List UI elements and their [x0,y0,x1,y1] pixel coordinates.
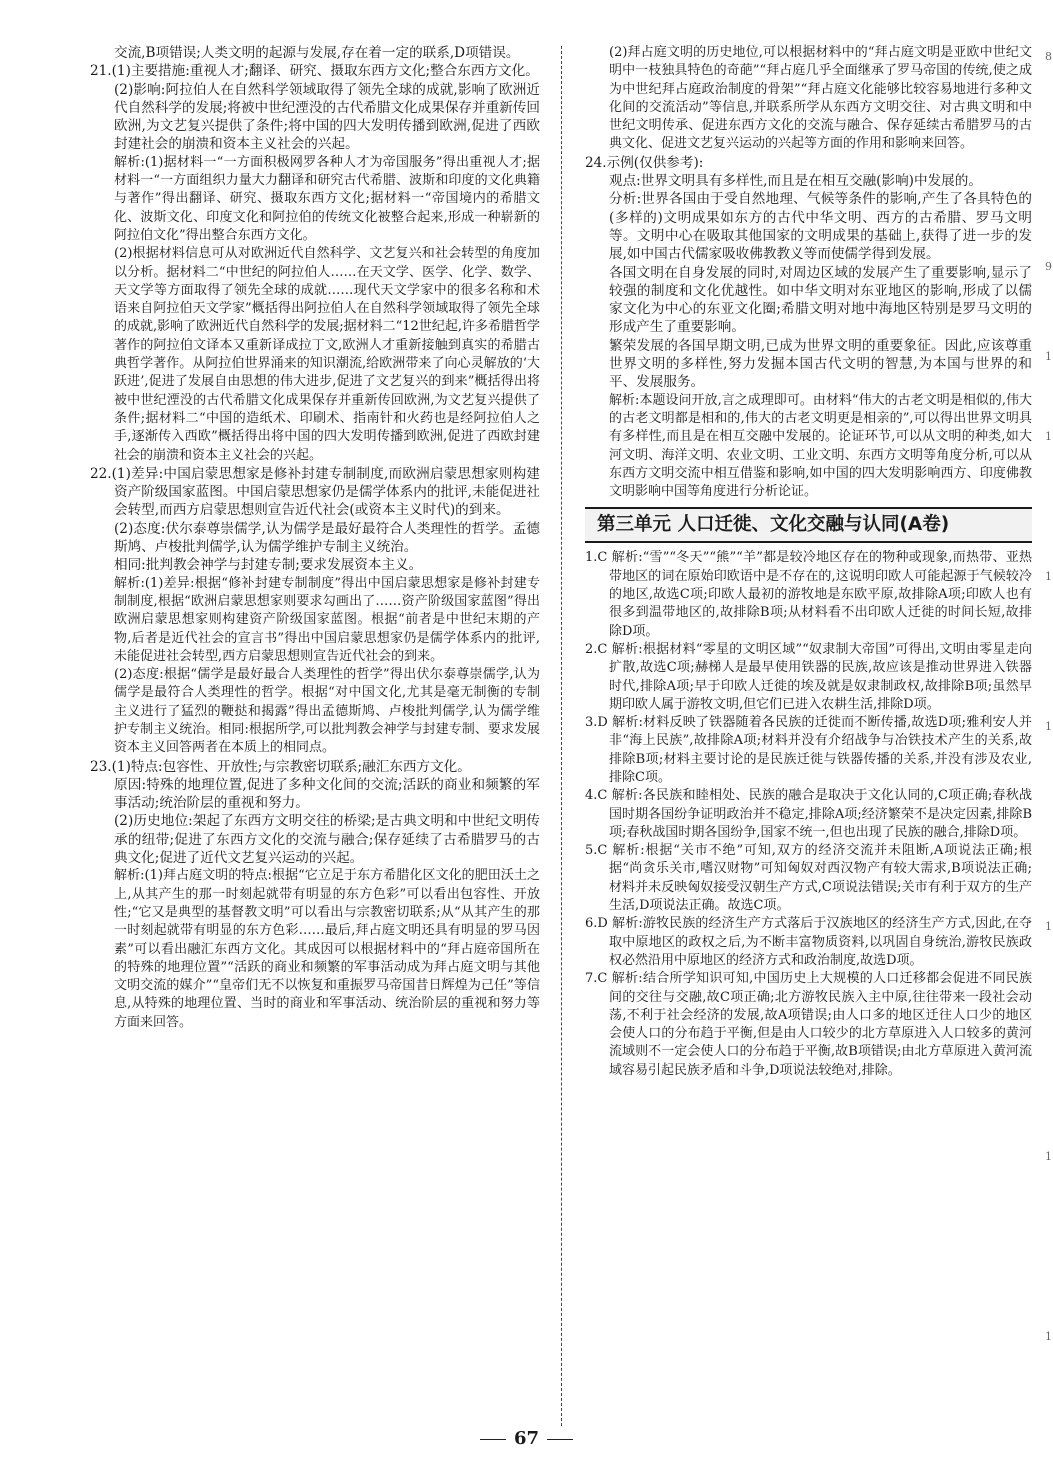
right-column [585,44,1032,1080]
analysis-23-2: (2)拜占庭文明的历史地位,可以根据材料中的“拜占庭文明是亚欧中世纪文明中一枝独具特色的奇葩”“拜占庭几乎全面继承了罗马帝国的传统,使之成为中世纪拜占庭政治制度的骨架”“拜占庭文化能够比较容易地进行多种文化间的交流活动”等信息,并联系所学从东西方文明交往、对古典文明和中世纪文明传承、促进东西方文化的交流与融合、保存延续古希腊罗马的古典文化、促进文艺复兴运动的兴起等方面的作用和影响来回答。 [609,45,1032,152]
answer-22-1: 22.(1)差异:中国启蒙思想家是修补封建专制制度,而欧洲启蒙思想家则构建资产阶级国家蓝图。中国启蒙思想家仍是儒学体系内的批评,未能促进社会转型,而西方启蒙思想则宣告近代社会(或资本主义时代)的到来。 [90,465,540,519]
answer-21-2: (2)影响:阿拉伯人在自然科学领域取得了领先全球的成就,影响了欧洲近代自然科学的发展;将被中世纪湮没的古代希腊文化成果保存并重新传回欧洲,为文艺复兴提供了条件;将中国的四大发明传播到欧洲,促进了西欧封建社会的崩溃和资本主义社会的兴起。 [114,81,540,153]
answer-24-conclusion: 繁荣发展的各国早期文明,已成为世界文明的重要象征。因此,应该尊重世界文明的多样性,努力发掘本国古代文明的智慧,为本国与世界的和平、发展服务。 [609,337,1032,391]
answer-24-analysis: 分析:世界各国由于受自然地理、气候等条件的影响,产生了各具特色的(多样的)文明成果如东方的古代中华文明、西方的古希腊、罗马文明等。文明中心在吸取其他国家的文明成果的基础上,获得了进一步的发展,如中国古代儒家吸收佛教教义等而使儒学得到发展。 [609,191,1032,263]
answer-24-heading: 24.示例(仅供参考): [585,154,704,171]
edge-mark: 1 [1045,1330,1052,1343]
answer-22-common: 相同:批判教会神学与封建专制;要求发展资本主义。 [114,557,423,574]
answer-6: 6.D 解析:游牧民族的经济生产方式落后于汉族地区的经济生产方式,因此,在夺取中原地区的政权之后,为不断丰富物质资料,以巩固自身统治,游牧民族政权必然沿用中原地区的经济方式和政治制度,故选D项。 [585,916,1032,968]
edge-mark: 1 [1045,350,1052,363]
analysis-22-2: (2)态度:根据“儒学是最好最合人类理性的哲学”得出伏尔泰尊崇儒学,认为儒学是最符合人类理性的哲学。根据“对中国文化,尤其是毫无制衡的专制主义进行了猛烈的鞭挞和揭露”得出孟德斯鸠、卢梭批判儒学,认为儒学维护专制主义统治。相同:根据所学,可以批判教会神学与封建专制、要求发展资本主义回答两者在本质上的相同点。 [114,667,540,756]
answer-24-view: 观点:世界文明具有多样性,而且是在相互交融(影响)中发展的。 [609,173,982,190]
page-edge-marks [1041,40,1053,1420]
page-number-rule-right [547,1439,573,1440]
answer-1: 1.C 解析:“雪”“冬天”“熊”“羊”都是较冷地区存在的物种或现象,而热带、亚热带地区的词在原始印欧语中是不存在的,这说明印欧人可能起源于气候较冷的地区,故选C项;印欧人最初的游牧地是东欧平原,故排除A项;印欧人也有很多到温带地区的,故排除B项;从材料看不出印欧人迁徙的时间长短,故排除D项。 [585,550,1032,639]
answer-23-reason: 原因:特殊的地理位置,促进了多种文化间的交流;活跃的商业和频繁的军事活动;统治阶层的重视和努力。 [114,776,540,812]
page-number-text: 67 [513,1428,540,1449]
answer-24-influence: 各国文明在自身发展的同时,对周边区域的发展产生了重要影响,显示了较强的制度和文化优越性。如中华文明对东亚地区的影响,形成了以儒家文化为中心的东亚文化圈;希腊文明对地中海地区特别是罗马文明的形成产生了重要影响。 [609,264,1032,336]
edge-mark: 1 [1045,1150,1052,1163]
page-number-rule-left [480,1439,506,1440]
edge-mark: 1 [1045,570,1052,583]
analysis-21-1: 解析:(1)据材料一“一方面积极网罗各种人才为帝国服务”得出重视人才;据材料一“一方面组织力量大力翻译和研究古代希腊、波斯和印度的文化典籍与著作”得出翻译、研究、摄取东西方文化;据材料一“帝国境内的希腊文化、波斯文化、印度文化和阿拉伯的传统文化被整合起来,形成一种崭新的阿拉伯文化”得出整合东西方文化。 [114,154,540,243]
answer-5: 5.C 解析:根据“关市不绝”可知,双方的经济交流并未阻断,A项说法正确;根据“尚贪乐关市,嗜汉财物”可知匈奴对西汉物产有较大需求,B项说法正确;材料并未反映匈奴接受汉朝生产方式,C项说法错误;关市有利于双方的生产生活,D项说法正确。故选C项。 [585,843,1032,914]
page-number [0,1428,1053,1449]
answer-23-1: 23.(1)特点:包容性、开放性;与宗教密切联系;融汇东西方文化。 [90,758,471,775]
edge-mark: 1 [1045,920,1052,933]
answer-3: 3.D 解析:材料反映了铁器随着各民族的迁徙而不断传播,故选D项;雅利安人并非“海上民族”,故排除A项;材料并没有介绍战争与冶铁技术产生的关系,故排除B项;材料主要讨论的是民族迁徙与铁器传播的关系,并没有涉及农业,排除C项。 [585,715,1032,785]
answer-22-2: (2)态度:伏尔泰尊崇儒学,认为儒学是最好最符合人类理性的哲学。孟德斯鸠、卢梭批判儒学,认为儒学维护专制主义统治。 [114,520,540,556]
answer-23-2: (2)历史地位:架起了东西方文明交往的桥梁;是古典文明和中世纪文明传承的纽带;促进了东西方文化的交流与融合;保存延续了古希腊罗马的古典文化;促进了近代文艺复兴运动的兴起。 [114,813,540,867]
analysis-21-2: (2)根据材料信息可从对欧洲近代自然科学、文艺复兴和社会转型的角度加以分析。据材料二“中世纪的阿拉伯人……在天文学、医学、化学、数学、天文学等方面取得了领先全球的成就……现代天文学家中的很多名称和术语来自阿拉伯天文学家”概括得出阿拉伯人在自然科学领域取得了领先全球的成就,影响了欧洲近代自然科学的发展;据材料二“12世纪起,许多希腊哲学著作的阿拉伯文译本又重新译成拉丁文,欧洲人才重新接触到真实的希腊古典哲学著作。从阿拉伯世界涌来的知识潮流,给欧洲带来了向心灵解放的‘大跃进’,促进了发展自由思想的伟大进步,促进了文艺复兴的到来”概括得出将被中世纪湮没的古代希腊文化成果保存并重新传回欧洲,为文艺复兴提供了条件;据材料二“中国的造纸术、印刷术、指南针和火药也是经阿拉伯人之手,逐渐传入西欧”概括得出将中国的四大发明传播到欧洲,促进了西欧封建社会的崩溃和资本主义社会的兴起。 [114,246,540,463]
answer-21-1: 21.(1)主要措施:重视人才;翻译、研究、摄取东西方文化;整合东西方文化。 [90,63,539,80]
edge-mark: 1 [1045,720,1052,733]
edge-mark: 1 [1045,430,1052,443]
analysis-22-1: 解析:(1)差异:根据“修补封建专制制度”得出中国启蒙思想家是修补封建专制制度,根据“欧洲启蒙思想家则要求勾画出了……资产阶级国家蓝图”得出欧洲启蒙思想家则构建资产阶级国家蓝图。根据“前者是中世纪末期的产物,后者是近代社会的宣言书”得出中国启蒙思想家仍是儒学体系内的批评,未能促进社会转型,西方启蒙思想则宣告近代社会的到来。 [114,575,540,664]
paragraph: 交流,B项错误;人类文明的起源与发展,存在着一定的联系,D项错误。 [114,45,520,61]
edge-mark: 8 [1045,50,1052,63]
unit-title: 第三单元 人口迁徙、文化交融与认同(A卷) [585,507,1032,543]
left-column [90,44,540,1032]
analysis-24: 解析:本题设问开放,言之成理即可。由材料“伟大的古老文明是相似的,伟大的古老文明都是相和的,伟大的古老文明更是相亲的”,可以得出世界文明具有多样性,而且是在相互交融中发展的。论证环节,可以从文明的种类,如大河文明、海洋文明、农业文明、工业文明、东西方文明等角度分析,可以从东西方文明交流中相互借鉴和影响,如中国的四大发明影响西方、印度佛教文明影响中国等角度进行分析论证。 [609,392,1032,500]
column-divider [561,46,562,1426]
answer-4: 4.C 解析:各民族和睦相处、民族的融合是取决于文化认同的,C项正确;春秋战国时期各国纷争证明政治并不稳定,排除A项;经济繁荣不是决定因素,排除B项;春秋战国时期各国纷争,国家不统一,但也出现了民族的融合,排除D项。 [585,788,1032,840]
answer-7: 7.C 解析:结合所学知识可知,中国历史上大规模的人口迁移都会促进不同民族间的交往与交融,故C项正确;北方游牧民族入主中原,往往带来一段社会动荡,不利于社会经济的发展,故A项错误;由人口多的地区迁往人口少的地区会使人口的分布趋于平衡,但是由人口较少的北方草原进入人口较多的黄河流域则不一定会使人口的分布趋于平衡,故B项错误;由北方草原进入黄河流域容易引起民族矛盾和斗争,D项说法较绝对,排除。 [585,971,1032,1078]
answer-2: 2.C 解析:根据材料“零星的文明区域”“奴隶制大帝国”可得出,文明由零星走向扩散,故选C项;赫梯人是最早使用铁器的民族,故应该是推动世界进入铁器时代,排除A项;早于印欧人迁徙的埃及就是奴隶制政权,故排除B项;虽然早期印欧人属于游牧文明,但它们已进入农耕生活,排除D项。 [585,641,1032,712]
analysis-23-1: 解析:(1)拜占庭文明的特点:根据“它立足于东方希腊化区文化的肥田沃土之上,从其产生的那一时刻起就带有明显的东方色彩”可以看出包容性、开放性;“它又是典型的基督教文明”可以看出与宗教密切联系;从“从其产生的那一时刻起就带有明显的东方色彩……最后,拜占庭文明还具有明显的罗马因素”可以看出融汇东西方文化。其成因可以根据材料中的“拜占庭帝国所在的特殊的地理位置”“活跃的商业和频繁的军事活动成为拜占庭文明与其他文明交流的媒介”“皇帝们无不以恢复和重振罗马帝国昔日辉煌为己任”等信息,从特殊的地理位置、当时的商业和军事活动、统治阶层的重视和努力等方面来回答。 [114,868,540,1030]
edge-mark: 9 [1045,260,1052,273]
